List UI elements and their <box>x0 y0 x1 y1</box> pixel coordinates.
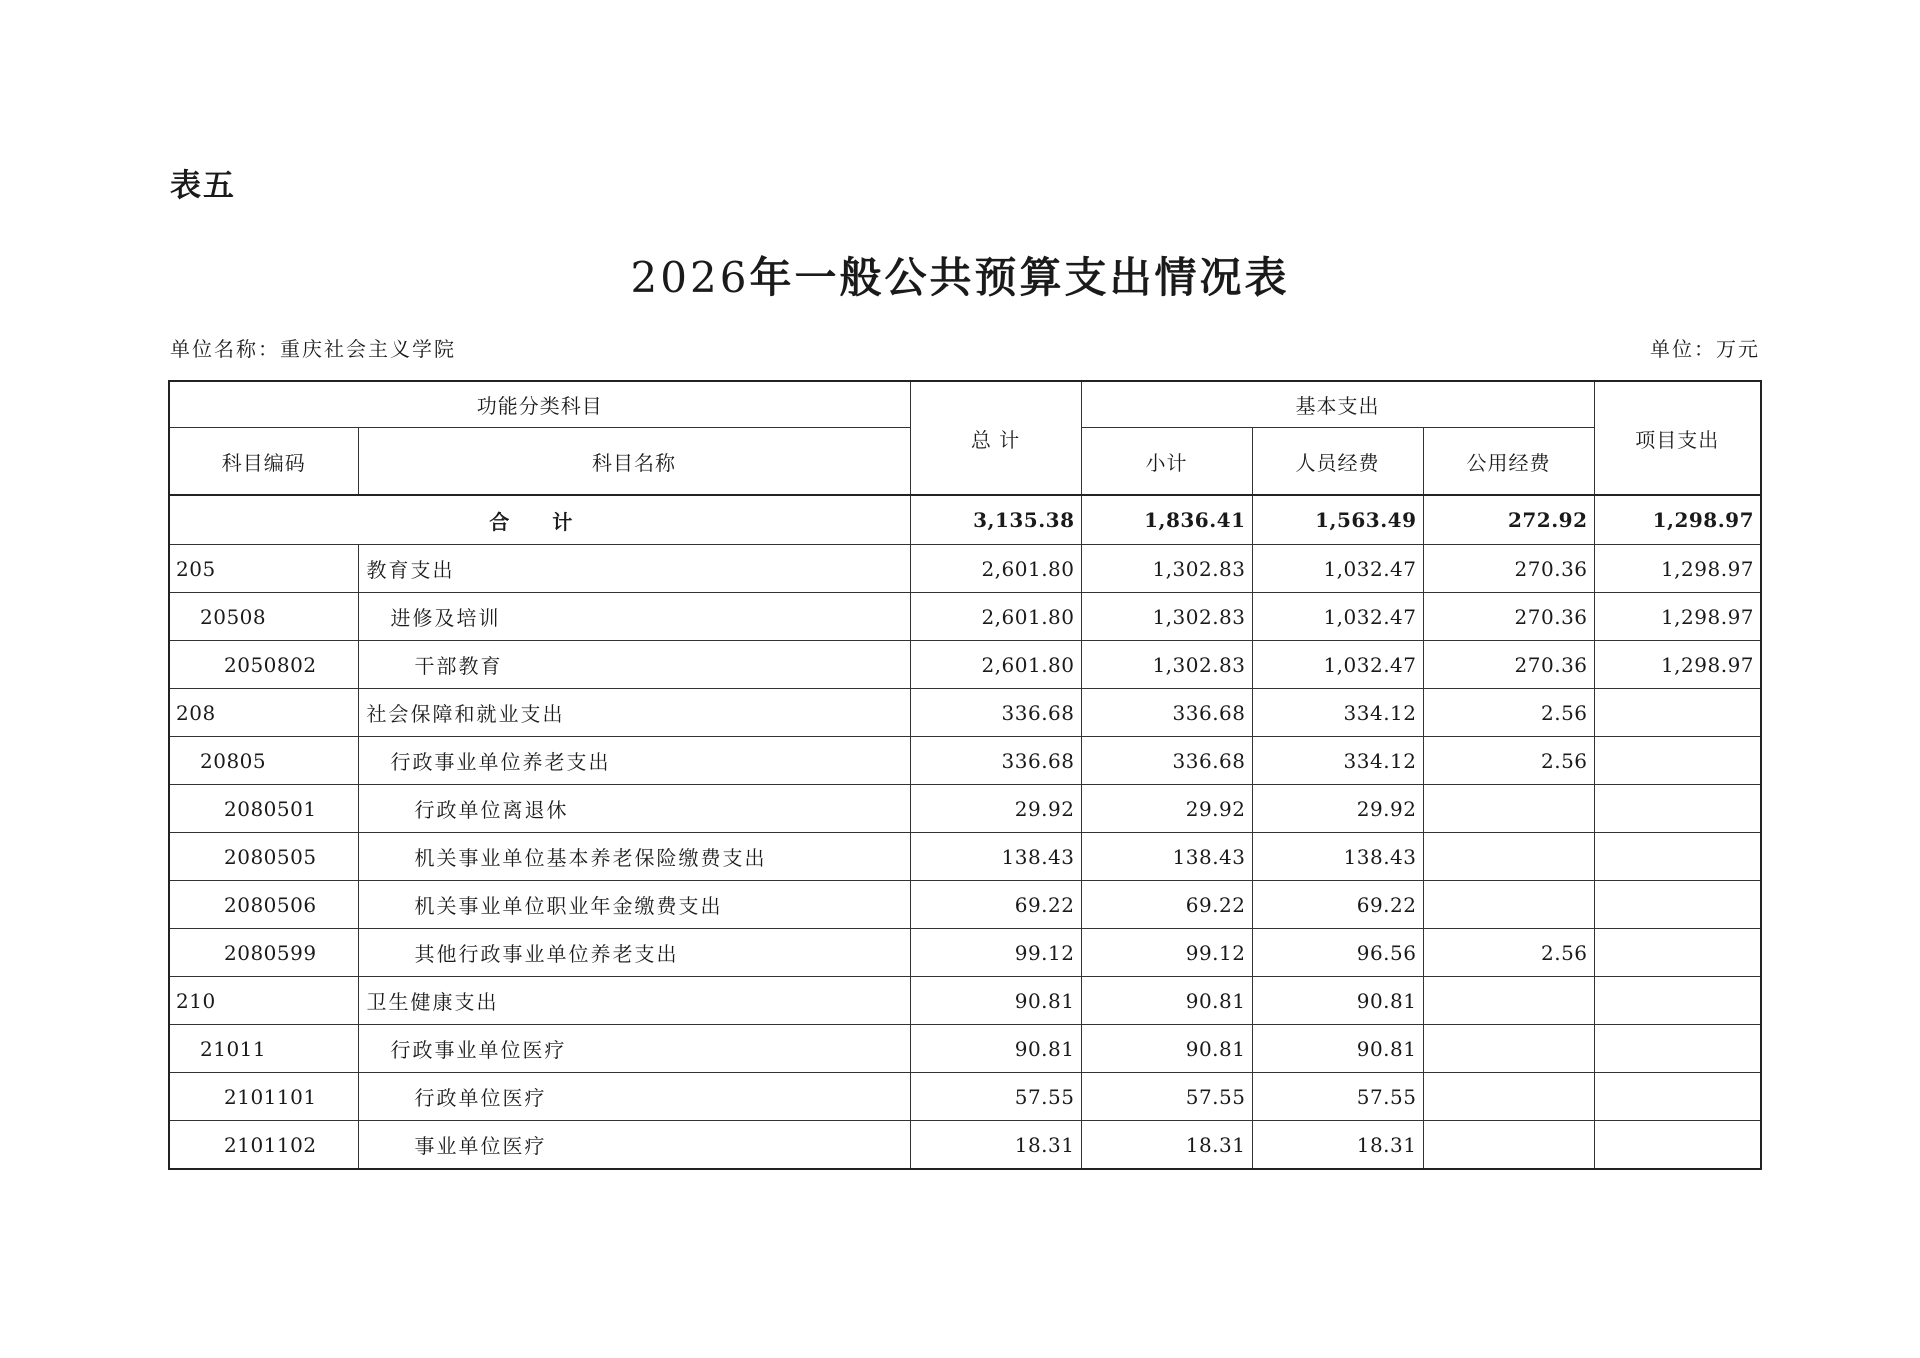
cell-subtotal: 57.55 <box>1081 1073 1252 1121</box>
header-basic: 基本支出 <box>1081 381 1594 428</box>
cell-subtotal: 138.43 <box>1081 833 1252 881</box>
header-personnel: 人员经费 <box>1252 428 1423 496</box>
cell-personnel: 1,032.47 <box>1252 545 1423 593</box>
cell-public: 2.56 <box>1423 689 1594 737</box>
cell-personnel: 138.43 <box>1252 833 1423 881</box>
cell-total: 90.81 <box>910 1025 1081 1073</box>
table-row <box>169 1121 1761 1170</box>
table-label: 表五 <box>170 168 236 204</box>
cell-personnel: 18.31 <box>1252 1121 1423 1170</box>
header-public: 公用经费 <box>1423 428 1594 496</box>
table-row <box>169 977 1761 1025</box>
cell-code: 2080599 <box>169 929 358 977</box>
table-row <box>169 593 1761 641</box>
total-personnel-cell: 1,563.49 <box>1252 495 1423 545</box>
cell-project <box>1594 785 1761 833</box>
cell-public: 270.36 <box>1423 641 1594 689</box>
header-total: 总 计 <box>910 381 1081 495</box>
cell-project <box>1594 737 1761 785</box>
cell-personnel: 334.12 <box>1252 689 1423 737</box>
cell-name: 干部教育 <box>358 641 910 689</box>
cell-name: 进修及培训 <box>358 593 910 641</box>
cell-subtotal: 1,302.83 <box>1081 545 1252 593</box>
cell-public: 270.36 <box>1423 593 1594 641</box>
cell-name: 其他行政事业单位养老支出 <box>358 929 910 977</box>
header-functional-class: 功能分类科目 <box>169 381 910 428</box>
cell-code: 21011 <box>169 1025 358 1073</box>
cell-name: 事业单位医疗 <box>358 1121 910 1170</box>
cell-personnel: 1,032.47 <box>1252 593 1423 641</box>
cell-public <box>1423 1073 1594 1121</box>
total-subtotal-cell: 1,836.41 <box>1081 495 1252 545</box>
cell-project <box>1594 689 1761 737</box>
header-code: 科目编码 <box>169 428 358 496</box>
cell-subtotal: 29.92 <box>1081 785 1252 833</box>
cell-name: 教育支出 <box>358 545 910 593</box>
cell-total: 18.31 <box>910 1121 1081 1170</box>
cell-total: 99.12 <box>910 929 1081 977</box>
cell-name: 行政事业单位医疗 <box>358 1025 910 1073</box>
cell-total: 138.43 <box>910 833 1081 881</box>
cell-subtotal: 69.22 <box>1081 881 1252 929</box>
cell-project <box>1594 1025 1761 1073</box>
cell-project <box>1594 1073 1761 1121</box>
table-row <box>169 641 1761 689</box>
cell-name: 社会保障和就业支出 <box>358 689 910 737</box>
cell-subtotal: 1,302.83 <box>1081 593 1252 641</box>
cell-project <box>1594 881 1761 929</box>
cell-code: 2101101 <box>169 1073 358 1121</box>
cell-project <box>1594 1121 1761 1170</box>
table-row <box>169 881 1761 929</box>
cell-personnel: 334.12 <box>1252 737 1423 785</box>
title-year: 2026 <box>630 253 750 302</box>
total-cell: 3,135.38 <box>910 495 1081 545</box>
total-project-cell: 1,298.97 <box>1594 495 1761 545</box>
cell-subtotal: 90.81 <box>1081 1025 1252 1073</box>
cell-public <box>1423 833 1594 881</box>
cell-code: 20508 <box>169 593 358 641</box>
cell-public <box>1423 977 1594 1025</box>
table-body <box>169 495 1761 1169</box>
header-project: 项目支出 <box>1594 381 1761 495</box>
table-row <box>169 545 1761 593</box>
cell-code: 2101102 <box>169 1121 358 1170</box>
cell-name: 卫生健康支出 <box>358 977 910 1025</box>
cell-public: 2.56 <box>1423 929 1594 977</box>
cell-public <box>1423 785 1594 833</box>
table-row <box>169 1073 1761 1121</box>
cell-total: 29.92 <box>910 785 1081 833</box>
unit-name: 单位名称：重庆社会主义学院 <box>170 337 456 361</box>
cell-total: 2,601.80 <box>910 641 1081 689</box>
cell-name: 机关事业单位基本养老保险缴费支出 <box>358 833 910 881</box>
cell-personnel: 1,032.47 <box>1252 641 1423 689</box>
cell-code: 20805 <box>169 737 358 785</box>
cell-total: 2,601.80 <box>910 593 1081 641</box>
cell-name: 行政单位离退休 <box>358 785 910 833</box>
table-header <box>169 381 1761 495</box>
cell-personnel: 90.81 <box>1252 1025 1423 1073</box>
cell-personnel: 29.92 <box>1252 785 1423 833</box>
cell-subtotal: 336.68 <box>1081 737 1252 785</box>
title-text: 年一般公共预算支出情况表 <box>749 253 1290 302</box>
cell-total: 69.22 <box>910 881 1081 929</box>
cell-project: 1,298.97 <box>1594 593 1761 641</box>
cell-subtotal: 99.12 <box>1081 929 1252 977</box>
cell-subtotal: 90.81 <box>1081 977 1252 1025</box>
cell-total: 2,601.80 <box>910 545 1081 593</box>
cell-subtotal: 336.68 <box>1081 689 1252 737</box>
total-row <box>169 495 1761 545</box>
cell-code: 208 <box>169 689 358 737</box>
table-row <box>169 929 1761 977</box>
cell-project: 1,298.97 <box>1594 545 1761 593</box>
budget-table <box>168 380 1762 1170</box>
cell-code: 2080506 <box>169 881 358 929</box>
cell-total: 57.55 <box>910 1073 1081 1121</box>
document-title <box>0 245 1920 305</box>
table-row <box>169 785 1761 833</box>
cell-project <box>1594 977 1761 1025</box>
cell-name: 机关事业单位职业年金缴费支出 <box>358 881 910 929</box>
cell-total: 336.68 <box>910 689 1081 737</box>
cell-public <box>1423 1025 1594 1073</box>
header-name: 科目名称 <box>358 428 910 496</box>
cell-project <box>1594 833 1761 881</box>
cell-total: 90.81 <box>910 977 1081 1025</box>
cell-name: 行政事业单位养老支出 <box>358 737 910 785</box>
total-public-cell: 272.92 <box>1423 495 1594 545</box>
unit-of-measure: 单位：万元 <box>1650 337 1760 361</box>
cell-subtotal: 1,302.83 <box>1081 641 1252 689</box>
cell-project <box>1594 929 1761 977</box>
cell-code: 2080501 <box>169 785 358 833</box>
cell-subtotal: 18.31 <box>1081 1121 1252 1170</box>
cell-public <box>1423 881 1594 929</box>
table-row <box>169 1025 1761 1073</box>
table-row <box>169 833 1761 881</box>
table-row <box>169 737 1761 785</box>
total-label: 合 计 <box>169 495 910 545</box>
cell-code: 2050802 <box>169 641 358 689</box>
cell-personnel: 96.56 <box>1252 929 1423 977</box>
cell-total: 336.68 <box>910 737 1081 785</box>
cell-personnel: 90.81 <box>1252 977 1423 1025</box>
cell-code: 205 <box>169 545 358 593</box>
header-subtotal: 小计 <box>1081 428 1252 496</box>
cell-project: 1,298.97 <box>1594 641 1761 689</box>
cell-public: 2.56 <box>1423 737 1594 785</box>
table-row <box>169 689 1761 737</box>
cell-code: 2080505 <box>169 833 358 881</box>
cell-name: 行政单位医疗 <box>358 1073 910 1121</box>
cell-public <box>1423 1121 1594 1170</box>
cell-personnel: 57.55 <box>1252 1073 1423 1121</box>
cell-public: 270.36 <box>1423 545 1594 593</box>
cell-code: 210 <box>169 977 358 1025</box>
cell-personnel: 69.22 <box>1252 881 1423 929</box>
